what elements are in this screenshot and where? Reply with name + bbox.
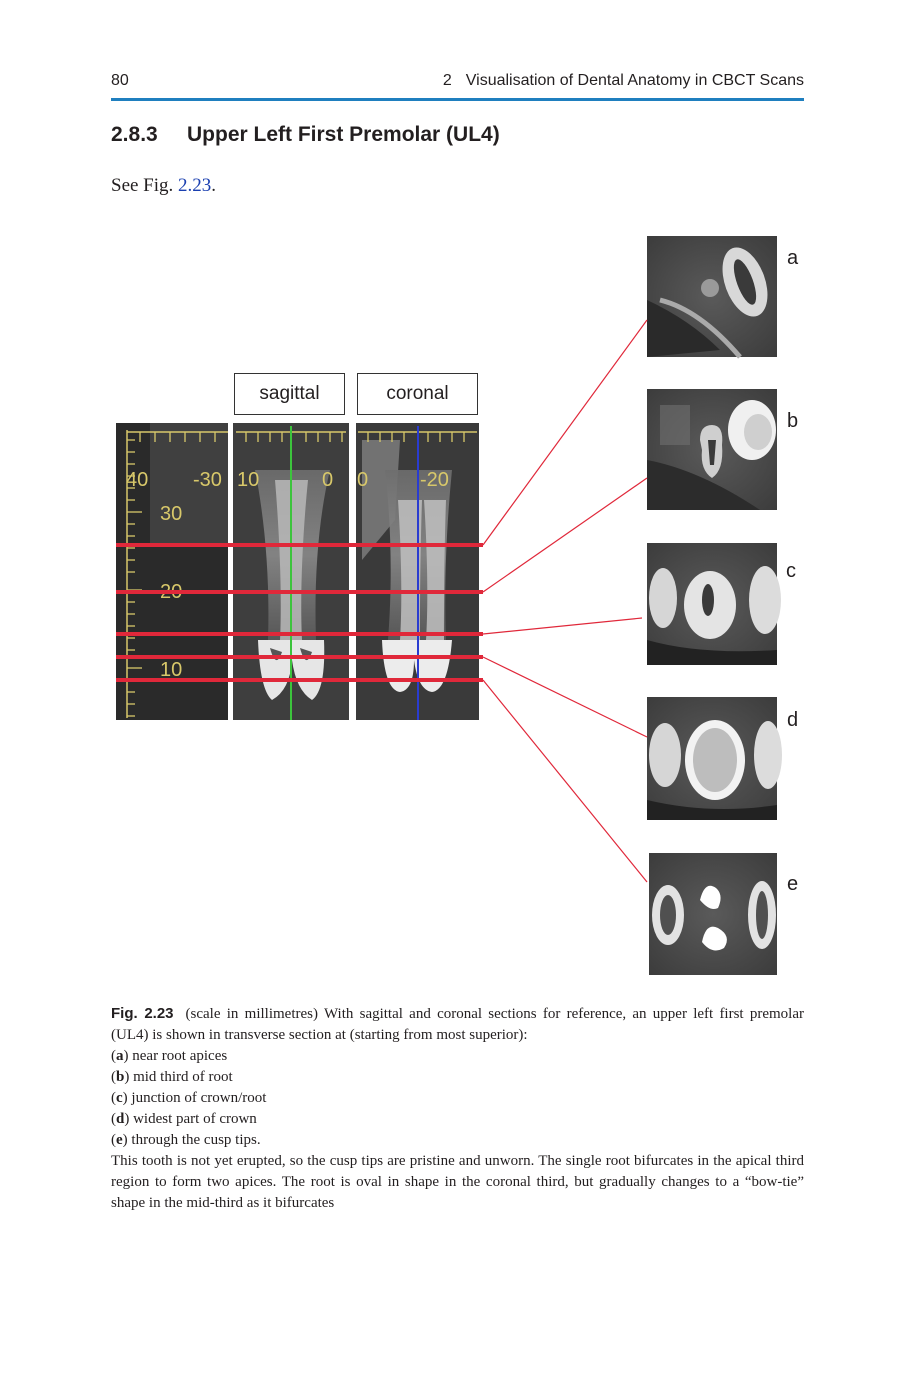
leader-b <box>483 478 647 592</box>
coronal-section-image <box>356 423 479 720</box>
sagittal-label: sagittal <box>234 373 345 415</box>
caption-item: (d) widest part of crown <box>111 1111 257 1127</box>
scale-label-top-left: 40 <box>126 469 149 491</box>
caption-item-letter: a <box>116 1048 124 1064</box>
caption-item: (a) near root apices <box>111 1048 228 1064</box>
caption-text: (scale in millimetres) With sagittal and coronal sections for reference, an upper left first premolar (UL4) is shown in transverse section at (starting from most superior): <box>111 1006 804 1043</box>
scale-label-sag-0: 0 <box>322 469 334 491</box>
sagittal-section-image <box>233 423 349 720</box>
coronal-label: coronal <box>357 373 478 415</box>
caption-item-text: junction of crown/root <box>127 1090 267 1106</box>
caption-item-letter: b <box>116 1069 125 1085</box>
scale-label-10: 10 <box>160 659 183 681</box>
intro-prefix: See Fig. <box>111 175 179 196</box>
caption-item-text: mid third of root <box>129 1069 233 1085</box>
chapter-number: 2 <box>442 72 452 89</box>
leader-a <box>483 320 647 545</box>
leader-e <box>483 680 647 882</box>
panel-letter-a: a <box>787 247 799 269</box>
caption-body: This tooth is not yet erupted, so the cusp tips are pristine and unworn. The single root bifurcates in the apical third region to form two apices. The root is oval in shape in the coronal third, but gradually changes to a “bow-tie” shape in the mid-third as it bifurcates <box>111 1153 804 1211</box>
caption-item: (c) junction of crown/root <box>111 1090 267 1106</box>
transverse-panel-b <box>647 389 777 510</box>
caption-figure-label: Fig. 2.23 <box>111 1005 174 1022</box>
caption-item: (e) through the cusp tips. <box>111 1132 261 1148</box>
page-number: 80 <box>111 72 129 89</box>
leader-c <box>483 618 642 634</box>
chapter-title: Visualisation of Dental Anatomy in CBCT Scans <box>465 72 804 89</box>
scale-label-cor-0: 0 <box>357 469 369 491</box>
intro-suffix: . <box>211 175 217 196</box>
transverse-panel-a <box>647 236 777 357</box>
figure-reference-link[interactable]: 2.23 <box>178 175 212 196</box>
caption-lead <box>111 1003 804 1046</box>
caption-item-text: near root apices <box>128 1048 228 1064</box>
section-title: Upper Left First Premolar (UL4) <box>187 123 500 146</box>
panel-letter-c: c <box>786 560 796 582</box>
panel-letter-e: e <box>787 873 799 895</box>
section-number: 2.8.3 <box>111 123 158 146</box>
scale-label-sag-10: 10 <box>237 469 260 491</box>
leader-d <box>483 657 647 737</box>
panel-letter-d: d <box>787 709 799 731</box>
panel-letter-b: b <box>787 410 799 432</box>
caption-item-letter: e <box>116 1132 123 1148</box>
caption-item-letter: d <box>116 1111 125 1127</box>
caption-item: (b) mid third of root <box>111 1069 233 1085</box>
transverse-panel-d <box>647 697 782 820</box>
transverse-panel-c <box>647 543 781 665</box>
scale-label-30: 30 <box>160 503 183 525</box>
caption-item-text: through the cusp tips. <box>127 1132 261 1148</box>
scale-label-neg-30: -30 <box>193 469 222 491</box>
figure-caption <box>111 1003 804 1214</box>
transverse-panel-e <box>649 853 777 975</box>
caption-item-text: widest part of crown <box>129 1111 257 1127</box>
scale-label-cor-20: -20 <box>420 469 449 491</box>
scale-label-20: 20 <box>160 581 183 603</box>
caption-item-letter: c <box>116 1090 123 1106</box>
